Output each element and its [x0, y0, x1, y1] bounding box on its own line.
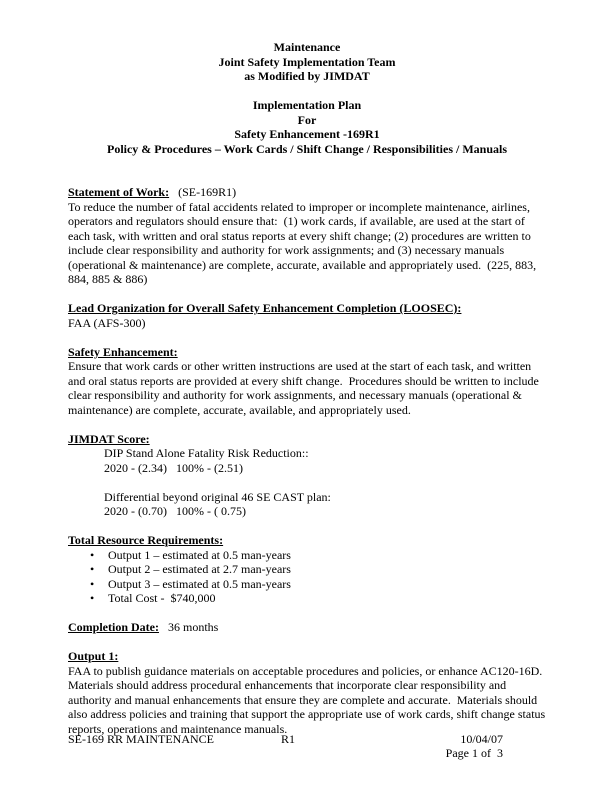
list-item [90, 577, 546, 592]
safety-enhancement-heading: Safety Enhancement: [68, 344, 178, 359]
safety-enhancement-body: Ensure that work cards or other written instructions are used at the start of each task, and written and oral status reports are provided at every shift change. Procedures should be written to include clear responsibility and authority for work assignments, and necessary manuals (operational & maintenance) are complete, accurate, available, and appropriately used. [68, 359, 542, 417]
statement-of-work-heading-row [68, 185, 546, 200]
title-line-team-1: Maintenance [273, 40, 341, 54]
total-resource-requirements-heading: Total Resource Requirements: [68, 533, 224, 547]
title-line-team-2: Joint Safety Implementation Team [218, 54, 396, 69]
footer-revision: R1 [281, 732, 296, 746]
section-output-1 [68, 649, 549, 736]
resource-requirements-list [68, 548, 546, 606]
list-item [90, 548, 546, 563]
footer-document-id: SE-169 RR MAINTENANCE [68, 732, 214, 746]
resource-item-output-2: Output 2 – estimated at 2.7 man-years [108, 562, 291, 576]
jimdat-dip-values: 2020 - (2.34) 100% - (2.51) [104, 460, 243, 475]
statement-of-work-heading: Statement of Work: [68, 185, 170, 199]
title-line-plan-2: For [297, 112, 317, 127]
resource-item-output-1: Output 1 – estimated at 0.5 man-years [108, 547, 291, 562]
statement-of-work-body: To reduce the number of fatal accidents related to improper or incomplete maintenance, airlines, operators and regulators should ensure that: (1) work cards, if available, are used at the start of each task, with written and oral status reports at every shift change; (2) procedures are written to include clear responsibility and authority for work assignments; and (3) necessary manuals (operational & maintenance) are complete, accurate, available and appropriately used. (225, 883, 884, 885 & 886) [68, 199, 540, 286]
bullet-icon: • [90, 547, 95, 562]
section-safety-enhancement [68, 345, 546, 418]
resource-item-output-3: Output 3 – estimated at 0.5 man-years [108, 576, 291, 591]
jimdat-differential-values: 2020 - (0.70) 100% - ( 0.75) [104, 504, 246, 518]
jimdat-dip-label: DIP Stand Alone Fatality Risk Reduction:: [104, 446, 309, 460]
section-total-resource-requirements [68, 533, 546, 606]
section-completion-date [68, 620, 546, 635]
statement-of-work-se-number: (SE-169R1) [178, 185, 237, 199]
output-1-heading: Output 1: [68, 649, 119, 663]
jimdat-differential-label: Differential beyond original 46 SE CAST plan: [104, 489, 331, 504]
list-item [90, 562, 546, 577]
output-1-body: FAA to publish guidance materials on acceptable procedures and policies, or enhance AC120-16D. Materials should address procedural enhancements that incorporate clear responsibility and authority and manual enhancements that ensure they are complete and accurate. Materials should also address policies and training that support the appropriate use of work cards, shift change status reports, operations and maintenance manuals. [68, 663, 549, 736]
title-line-plan-4: Policy & Procedures – Work Cards / Shift Change / Responsibilities / Manuals [106, 141, 508, 156]
list-item [90, 591, 546, 606]
lead-organization-body: FAA (AFS-300) [68, 315, 146, 330]
jimdat-score-heading: JIMDAT Score: [68, 431, 150, 446]
title-block-spacer [68, 84, 546, 99]
completion-date-value: 36 months [167, 620, 219, 634]
section-lead-organization [68, 301, 546, 330]
section-jimdat-score [68, 432, 546, 519]
resource-item-total-cost: Total Cost - $740,000 [108, 591, 216, 605]
bullet-icon: • [90, 562, 95, 576]
completion-date-heading: Completion Date: [68, 620, 159, 634]
section-statement-of-work [68, 185, 546, 287]
title-line-team-3: as Modified by JIMDAT [244, 69, 370, 83]
bullet-icon: • [90, 576, 95, 591]
lead-organization-heading: Lead Organization for Overall Safety Enhancement Completion (LOOSEC): [68, 301, 462, 315]
footer-page-number: Page 1 of 3 [445, 746, 503, 760]
footer-date: 10/04/07 [460, 732, 503, 746]
title-line-plan-3: Safety Enhancement -169R1 [234, 127, 380, 141]
jimdat-spacer [68, 475, 546, 490]
bullet-icon: • [90, 591, 95, 605]
document-title-block [68, 40, 546, 156]
title-line-plan-1: Implementation Plan [252, 98, 362, 112]
